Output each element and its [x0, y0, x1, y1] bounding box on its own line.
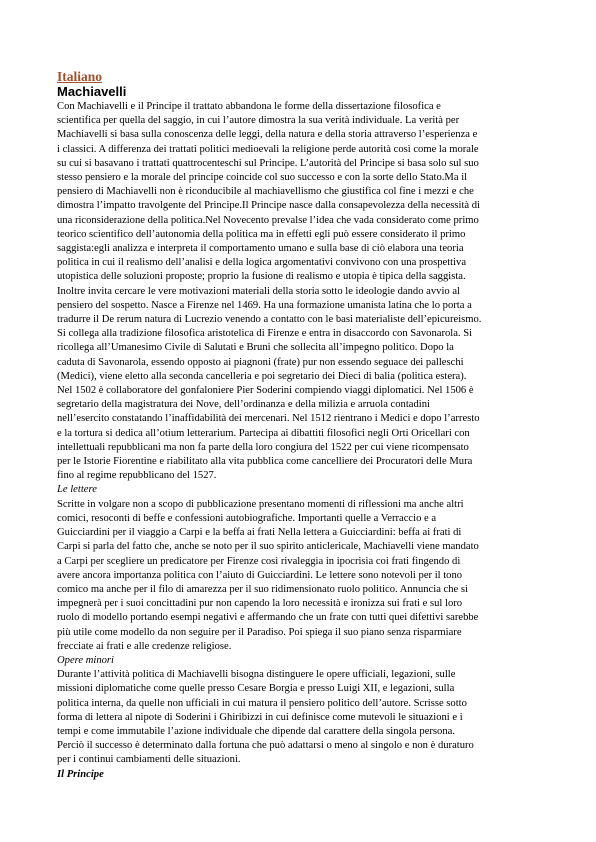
text-line: Scritte in volgare non a scopo di pubblicazione presentano momenti di riflessioni ma anche altri	[57, 498, 464, 510]
author-heading: Machiavelli	[57, 84, 127, 99]
lettere-paragraph	[57, 498, 547, 654]
text-line: e la tortura si dedica all’otium letterarium. Partecipa ai dibattiti filosofici negli Orti Oricellari con	[57, 427, 470, 439]
text-line: Inoltre invita cercare le vere motivazioni materiali della storia sotto le ideologie dando avvio al	[57, 285, 460, 297]
section-title-opere-minori: Opere minori	[57, 654, 114, 666]
text-line: dimostra l’impatto travolgente del Principe.Il Principe nasce dalla consapevolezza della necessità di	[57, 200, 481, 212]
text-line: tempi e come immutabile l’azione individuale che dipende dal carattere della singola persona.	[57, 725, 455, 737]
section-title-lettere: Le lettere	[57, 484, 97, 496]
text-line: Nel 1502 è collaboratore del gonfaloniere Pier Soderini compiendo viaggi diplomatici. Nel 1506 è	[57, 385, 474, 397]
text-line: Carpi si parla del fatto che, anche se noto per il suo spirito anticlericale, Machiavelli viene mandato	[57, 541, 479, 553]
text-line: segretario della magistratura dei Nove, dell’ordinanza e della milizia e arruola contadini	[57, 399, 430, 411]
text-line: missioni diplomatiche come quelle presso Cesare Borgia e presso Luigi XII, e legazioni, sulla	[57, 683, 455, 695]
text-line: a Carpi per scegliere un predicatore per Firenze così rivaleggia in ipocrisia coi frati fingendo di	[57, 555, 461, 567]
text-line: frecciate ai frati e alle credenze religiose.	[57, 640, 232, 652]
text-line: tradurre il De rerum natura di Lucrezio venendo a contatto con le basi materialiste dell’epicureismo.	[57, 314, 482, 326]
opere-minori-paragraph	[57, 668, 547, 767]
text-line: (Medici), viene eletto alla seconda cancelleria e poi segretario dei Dieci di balia (politica estera).	[57, 370, 467, 382]
text-line: Si collega alla tradizione filosofica aristotelica di Firenze e entra in disaccordo con Savonarola. Si	[57, 328, 473, 340]
text-line: comici, resoconti di beffe e confessioni autobiografiche. Importanti quelle a Verraccio e a	[57, 512, 437, 524]
text-line: Perciò il successo è determinato dalla fortuna che può adattarsi o meno al singolo e non è duraturo	[57, 740, 474, 752]
text-line: Guicciardini per il viaggio a Carpi e la beffa ai frati Nella lettera a Guicciardini: beffa ai frati di	[57, 527, 462, 539]
text-line: utopistica delle soluzioni proposte; proprio la fusione di realismo e utopia è tipica della saggista.	[57, 271, 466, 283]
text-line: una riconsiderazione della politica.Nel Novecento prevalse l’idea che vada considerato come primo	[57, 214, 479, 226]
text-line: più utile come modello da non seguire per il Paradiso. Poi spiega il suo piano senza risparmiare	[57, 626, 462, 638]
text-line: su cui si basavano i trattati quattrocenteschi sul Principe. L’autorità del Principe si basa solo sul suo	[57, 157, 479, 169]
document-page	[57, 69, 547, 782]
text-line: teorico scientifico dell’autonomia della politica ma in effetti egli può essere considerato il primo	[57, 228, 466, 240]
text-line: comico ma anche per il filo di amarezza per il suo ridimensionato ruolo politico. Annuncia che si	[57, 583, 468, 595]
text-line: avere ancora importanza politica con l’aiuto di Guicciardini. Le lettere sono notevoli per il tono	[57, 569, 463, 581]
text-line: per le Istorie Fiorentine e riabilitato alla vita pubblica come cancelliere dei Procuratori delle Mura	[57, 456, 473, 468]
text-line: impegnerà per i suoi concittadini pur non capendo la loro necessità e ironizza sui frati e sul loro	[57, 598, 463, 610]
text-line: fino al regime repubblicano del 1527.	[57, 470, 217, 482]
section-title-principe: Il Principe	[57, 768, 104, 780]
text-line: per i continui cambiamenti delle situazioni.	[57, 754, 241, 766]
text-line: politica in cui il realismo dell’analisi e della logica argomentativi convivono con una prospettiva	[57, 257, 467, 269]
text-line: scientifica per quella del saggio, in cui l’autore dimostra la sua verità individuale. La verità per	[57, 115, 460, 127]
text-line: stesso pensiero e la morale del principe coincide col suo successo e con la sorte dello Stato.Ma il	[57, 172, 468, 184]
text-line: Machiavelli si basa sulla conoscenza delle leggi, della natura e della storia attraverso l’esperienza e	[57, 129, 478, 141]
text-line: pensiero del sospetto. Nasce a Firenze nel 1469. Ha una formazione umanista latina che lo porta a	[57, 299, 472, 311]
text-line: nell’esercito constatando l’inaffidabilità dei mercenari. Nel 1512 rientrano i Medici e dopo l’arresto	[57, 413, 480, 425]
text-line: ruolo di modello portando esempi negativi e affermando che un frate con tutti quei difettivi sarebbe	[57, 612, 479, 624]
text-line: forma di lettera al nipote di Soderini i Ghiribizzi in cui definisce come mutevoli le situazioni e i	[57, 711, 463, 723]
text-line: ricollega all’Umanesimo Civile di Salutati e Bruni che sollecita all’impegno politico. Dopo la	[57, 342, 454, 354]
text-line: politica interna, da quelle non ufficiali in cui matura il pensiero politico dell’autore. Scrisse sotto	[57, 697, 467, 709]
subject-heading: Italiano	[57, 69, 103, 84]
text-line: Con Machiavelli e il Principe il trattato abbandona le forme della dissertazione filosofica e	[57, 101, 441, 112]
text-line: saggista:egli analizza e interpreta il comportamento umano e sulla base di ciò elabora una teoria	[57, 243, 464, 255]
text-line: i classici. A differenza dei trattati politici medioevali la religione perde autorità così come la morale	[57, 143, 479, 155]
text-line: pensiero di Machiavelli non è riconducibile al machiavellismo che giustifica col fine i mezzi e che	[57, 186, 474, 198]
text-line: intellettuali repubblicani ma non fa parte della loro congiura del 1522 per cui viene ricompensato	[57, 441, 469, 453]
text-line: caduta di Savonarola, essendo opposto ai piagnoni (frate) pur non essendo seguace dei palleschi	[57, 356, 464, 368]
intro-paragraph	[57, 100, 547, 483]
text-line: Durante l’attività politica di Machiavelli bisogna distinguere le opere ufficiali, legazioni, sulle	[57, 669, 456, 681]
